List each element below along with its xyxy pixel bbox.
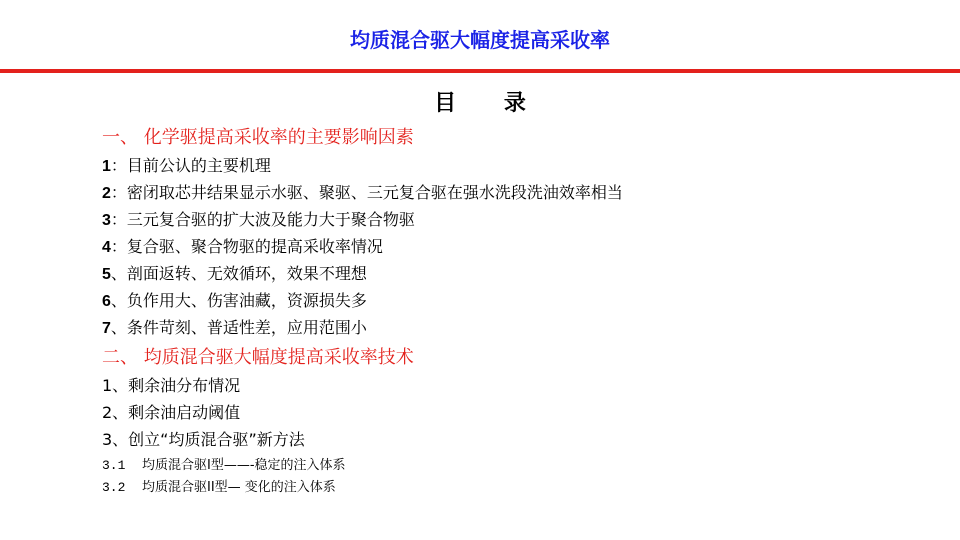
item-text: 三元复合驱的扩大波及能力大于聚合物驱: [126, 210, 415, 229]
toc-heading: 目 录: [434, 91, 546, 116]
item-text: 目前公认的主要机理: [126, 156, 271, 175]
list-item: [102, 288, 367, 311]
section-1-heading: 一、 化学驱提高采收率的主要影响因素: [102, 127, 414, 148]
list-item: 3、创立“均质混合驱”新方法: [102, 430, 305, 449]
item-number: 6: [102, 293, 111, 310]
sub-item-text: 均质混合驱I型——-稳定的注入体系: [142, 458, 346, 473]
sub-item-text: 均质混合驱II型— 变化的注入体系: [142, 480, 336, 495]
sub-item-number: 3.2: [102, 480, 126, 495]
item-separator: 、: [110, 318, 127, 337]
item-text: 密闭取芯井结果显示水驱、聚驱、三元复合驱在强水洗段洗油效率相当: [126, 183, 623, 202]
list-item: [102, 234, 383, 257]
item-number: 5: [102, 266, 111, 283]
item-text: 剖面返转、无效循环，效果不理想: [126, 264, 367, 283]
item-number: 2: [102, 185, 111, 202]
item-number: 4: [102, 239, 111, 256]
title-divider: [0, 69, 960, 73]
item-number: 7: [102, 320, 111, 337]
item-separator: ：: [110, 210, 127, 229]
list-item: [102, 261, 367, 284]
list-item: [102, 180, 623, 203]
item-separator: 、: [110, 291, 127, 310]
item-text: 复合驱、聚合物驱的提高采收率情况: [126, 237, 383, 256]
list-item: 2、剩余油启动阈值: [102, 403, 241, 422]
item-separator: ：: [110, 156, 127, 175]
item-text: 负作用大、伤害油藏，资源损失多: [126, 291, 367, 310]
sub-item-number: 3.1: [102, 458, 126, 473]
list-item: [102, 315, 367, 338]
list-item: [102, 153, 271, 176]
item-number: 1: [102, 158, 111, 175]
list-item: [102, 207, 415, 230]
slide-title: 均质混合驱大幅度提高采收率: [350, 28, 610, 52]
list-item: 1、剩余油分布情况: [102, 376, 241, 395]
item-separator: ：: [110, 183, 127, 202]
item-text: 条件苛刻、普适性差，应用范围小: [126, 318, 367, 337]
item-number: 3: [102, 212, 111, 229]
item-separator: 、: [110, 264, 127, 283]
sub-list-item: [102, 454, 346, 473]
sub-list-item: [102, 476, 336, 495]
section-2-heading: 二、 均质混合驱大幅度提高采收率技术: [102, 347, 414, 368]
item-separator: ：: [110, 237, 127, 256]
